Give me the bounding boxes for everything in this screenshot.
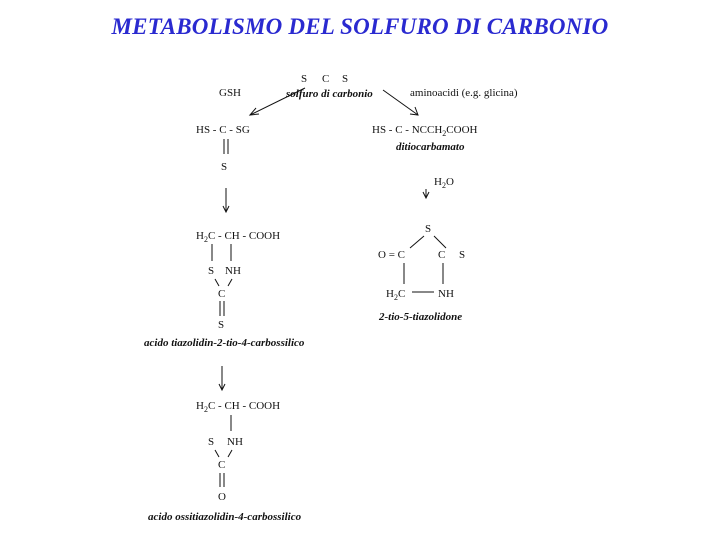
product1-bond-s-c — [215, 279, 219, 286]
product1-ring-s: S — [208, 265, 215, 277]
product2-bottom-o: O — [218, 491, 226, 503]
thiazolidone-c-right: C — [438, 249, 446, 261]
product2-bond-s-c — [215, 450, 219, 457]
atom-s-right: S — [342, 73, 349, 85]
thiazolidone-thione-s: S — [459, 249, 466, 261]
product1-bond-n-c — [228, 279, 232, 286]
gsh-reagent: GSH — [219, 87, 242, 99]
product2-formula: $H_2C$ - CH - COOH — [196, 400, 281, 414]
amino-acid-reagent: aminoacidi (e.g. glicina) — [410, 87, 518, 99]
carbon-disulfide-name: solfuro di carbonio — [286, 88, 373, 100]
thiazolidone-ch2: $H_2C$ — [386, 288, 406, 302]
carbon-disulfide — [285, 73, 373, 100]
page-title: METABOLISMO DEL SOLFURO DI CARBONIO — [111, 14, 609, 39]
arrow-left-line — [250, 88, 305, 115]
left-intermediate-formula: HS - C - SG — [196, 124, 250, 136]
product2-center-c: C — [218, 459, 226, 471]
left-intermediate-sulfur: S — [221, 161, 228, 173]
thiazolidone-bond-s-right — [434, 236, 446, 248]
product2-ring-nh: NH — [227, 436, 243, 448]
product2-ring-s: S — [208, 436, 215, 448]
thiazolidone-nh: NH — [438, 288, 454, 300]
thiazolidone-bond-s-left — [410, 236, 424, 248]
thiazolidone-carbonyl: O = C — [378, 249, 405, 261]
product1-ring-nh: NH — [225, 265, 241, 277]
thiazolidone-name: 2-tio-5-tiazolidone — [379, 311, 463, 323]
product2-name: acido ossitiazolidin-4-carbossilico — [148, 511, 302, 523]
product1-bottom-s: S — [218, 319, 225, 331]
product1-name: acido tiazolidin-2-tio-4-carbossilico — [144, 337, 305, 349]
thiazolidone-s-top: S — [425, 223, 432, 235]
water-reagent: $H_2O$ — [434, 176, 454, 190]
product2-bond-n-c — [228, 450, 232, 457]
product1-formula: $H_2C$ - CH - COOH — [196, 230, 281, 244]
atom-s-left: S — [301, 73, 308, 85]
atom-c: C — [322, 73, 330, 85]
product1-center-c: C — [218, 288, 226, 300]
dithiocarbamate-name: ditiocarbamato — [396, 141, 465, 153]
dithiocarbamate-formula: HS - C - $NCCH_2COOH$ — [372, 124, 478, 138]
